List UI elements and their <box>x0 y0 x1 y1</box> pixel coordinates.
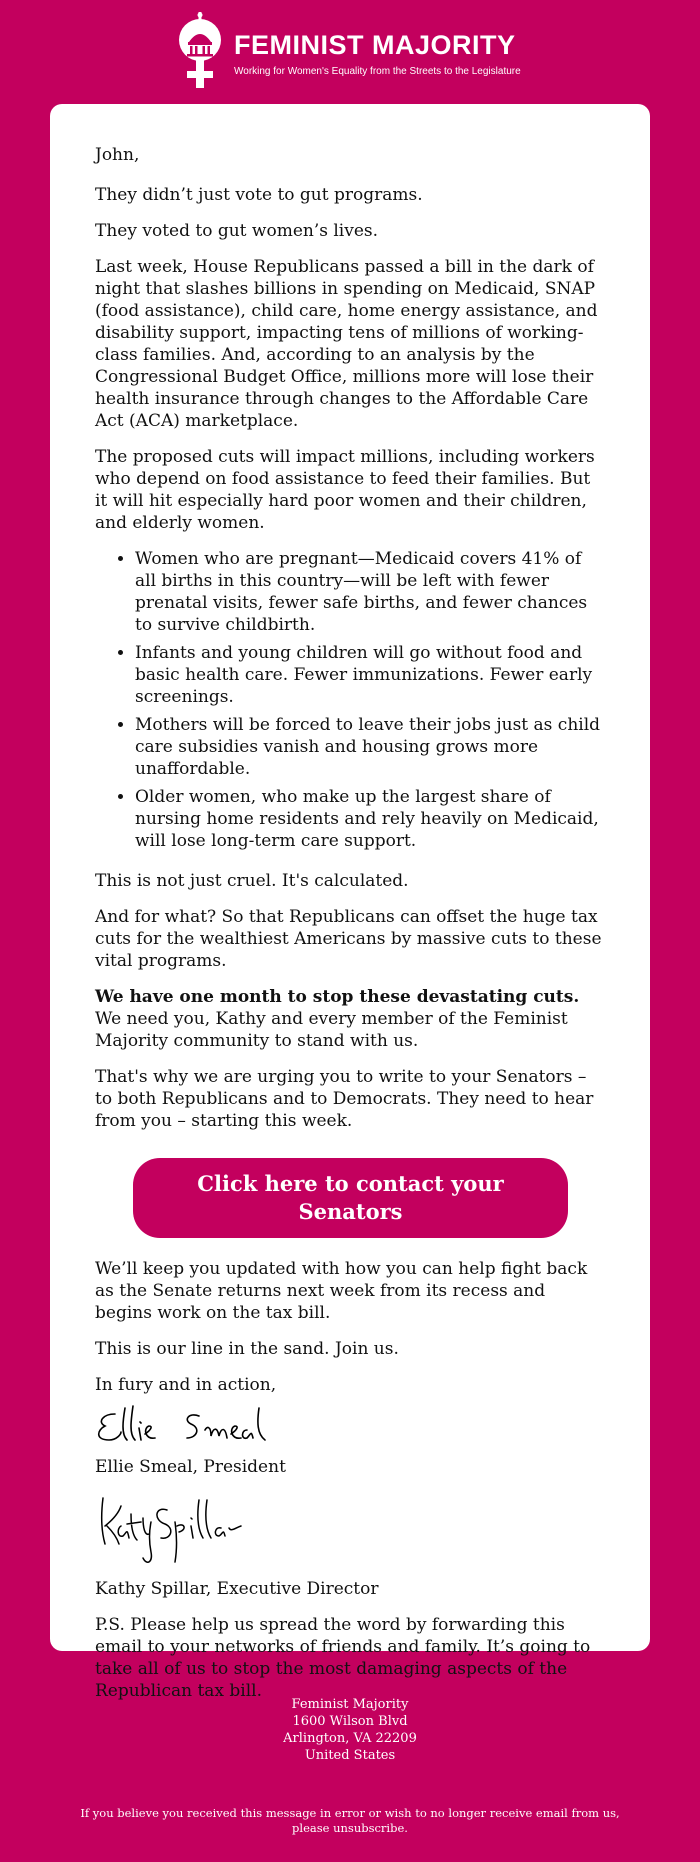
footer-street: 1600 Wilson Blvd <box>292 1714 408 1729</box>
email-footer <box>0 1696 700 1836</box>
ellie-smeal-signature <box>95 1400 285 1452</box>
paragraph-10: This is our line in the sand. Join us. <box>95 1339 399 1359</box>
paragraph-3: Last week, House Republicans passed a bill in the dark of night that slashes billions in spending on Medicaid, SNAP (food assistance), child care, home energy assistance, and disability support, impacting tens of millions of working-class families. And, according to an analysis by the Congressional Budget Office, millions more will lose their health insurance through changes to the Affordable Care Act (ACA) marketplace. <box>95 257 598 431</box>
list-item: • Infants and young children will go without food and basic health care. Fewer immunizations. Fewer early screenings. <box>135 642 606 708</box>
footer-org: Feminist Majority <box>291 1697 409 1712</box>
brand-name: FEMINIST MAJORITY <box>234 30 516 60</box>
paragraph-7-rest: We need you, Kathy and every member of the Feminist Majority community to stand with us. <box>95 1009 568 1051</box>
list-item: • Women who are pregnant—Medicaid covers 41% of all births in this country—will be left with fewer prenatal visits, fewer safe births, and fewer chances to survive childbirth. <box>135 548 606 636</box>
letter-card <box>50 104 650 1701</box>
mailing-address <box>0 1696 700 1764</box>
urgent-statement: We have one month to stop these devastating cuts. <box>95 987 580 1007</box>
unsubscribe-link[interactable]: If you believe you received this message in error or wish to no longer receive email from us, please unsubscribe. <box>80 1806 620 1835</box>
paragraph-9: We’ll keep you updated with how you can help fight back as the Senate returns next week from its recess and begins work on the tax bill. <box>95 1259 588 1323</box>
paragraph-5: This is not just cruel. It's calculated. <box>95 871 409 891</box>
postscript: P.S. Please help us spread the word by forwarding this email to your networks of friends and family. It’s going to take all of us to stop the most damaging aspects of the Republican tax bill. <box>95 1615 591 1701</box>
brand-tagline: Working for Women's Equality from the Streets to the Legislature <box>234 66 521 77</box>
paragraph-6: And for what? So that Republicans can offset the huge tax cuts for the wealthiest Americans by massive cuts to these vital programs. <box>95 907 602 971</box>
paragraph-2: They voted to gut women’s lives. <box>95 221 379 241</box>
list-item: • Mothers will be forced to leave their jobs just as child care subsidies vanish and housing grows more unaffordable. <box>135 714 606 780</box>
list-item: • Older women, who make up the largest share of nursing home residents and rely heavily on Medicaid, will lose long-term care support. <box>135 786 606 852</box>
email-header <box>0 0 700 104</box>
signatory-1: Ellie Smeal, President <box>95 1457 286 1477</box>
cta-container <box>95 1158 606 1238</box>
signatory-2: Kathy Spillar, Executive Director <box>95 1579 379 1599</box>
footer-city: Arlington, VA 22209 <box>283 1731 417 1746</box>
paragraph-8: That's why we are urging you to write to your Senators – to both Republicans and to Democrats. They need to hear from you – starting this week. <box>95 1067 594 1131</box>
paragraph-7 <box>95 986 606 1052</box>
contact-senators-button[interactable]: Click here to contact your Senators <box>133 1158 568 1238</box>
closing: In fury and in action, <box>95 1375 277 1395</box>
greeting: John, <box>95 145 140 165</box>
paragraph-4: The proposed cuts will impact millions, including workers who depend on food assistance to feed their families. But it will hit especially hard poor women and their children, and elderly women. <box>95 447 595 533</box>
impact-list <box>95 548 606 852</box>
kathy-spillar-signature <box>95 1492 285 1572</box>
paragraph-1: They didn’t just vote to gut programs. <box>95 185 423 205</box>
capitol-venus-icon <box>176 12 224 90</box>
footer-country: United States <box>304 1748 396 1763</box>
